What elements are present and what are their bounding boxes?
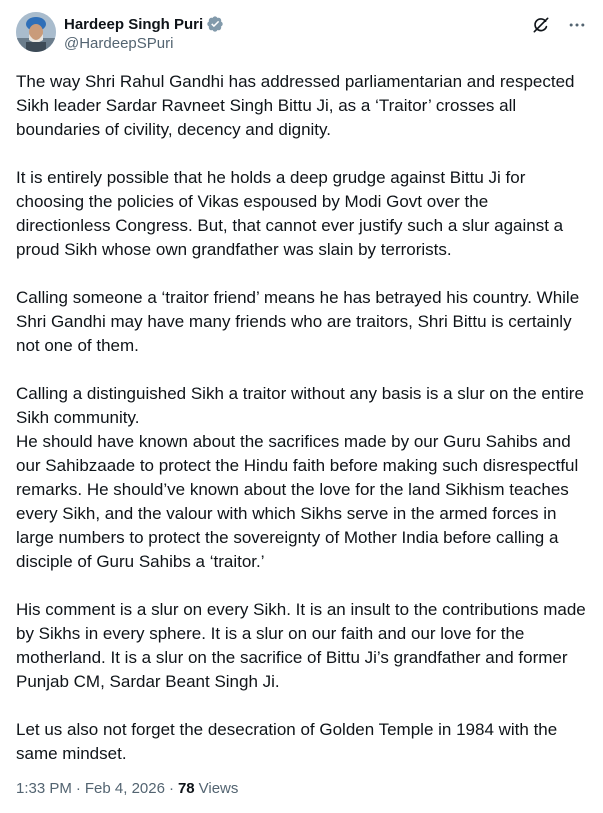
author-names [64,14,224,52]
meta-separator: · [168,780,174,797]
views-count[interactable]: 78 [177,780,195,797]
tweet-paragraph: Calling someone a ‘traitor friend’ means he has betrayed his country. While Shri Gandhi may have many friends who are traitors, Shri Bittu is certainly not one of them. [16,288,580,355]
avatar-image [16,12,56,52]
header-actions [531,12,587,38]
tweet-paragraph: He should have known about the sacrifices made by our Guru Sahibs and our Sahibzaade to protect the Hindu faith before making such disrespectful remarks. He should’ve known about the love for the land Sikhism teaches every Sikh, and the valour with which Sikhs serve in the armed forces in large numbers to protect the sovereignty of Mother India before calling a disciple of Guru Sahibs a ‘traitor.’ [16,432,579,571]
tweet-paragraph: Calling a distinguished Sikh a traitor without any basis is a slur on the entire Sikh community. [16,384,584,427]
avatar[interactable] [16,12,56,52]
grok-icon[interactable] [531,15,551,35]
tweet-paragraph: It is entirely possible that he holds a deep grudge against Bittu Ji for choosing the policies of Vikas espoused by Modi Govt over the directionless Congress. But, that cannot ever justify such a slur against a proud Sikh whose own grandfather was slain by terrorists. [16,168,564,259]
tweet-paragraph: The way Shri Rahul Gandhi has addressed parliamentarian and respected Sikh leader Sardar Ravneet Singh Bittu Ji, as a ‘Traitor’ crosses all boundaries of civility, decency and dignity. [16,72,575,139]
tweet-meta [16,780,238,797]
more-icon[interactable] [567,15,587,35]
tweet-header [16,12,587,56]
verified-badge-icon [206,15,224,33]
display-name-row [64,14,224,34]
tweet-date[interactable]: Feb 4, 2026 [84,780,165,797]
tweet-paragraph: His comment is a slur on every Sikh. It is an insult to the contributions made by Sikhs in every sphere. It is a slur on our faith and our love for the motherland. It is a slur on the sacrifice of Bittu Ji’s grandfather and former Punjab CM, Sardar Beant Singh Ji. [16,600,586,691]
display-name[interactable]: Hardeep Singh Puri [64,15,204,33]
tweet-time[interactable]: 1:33 PM [16,780,72,797]
tweet-paragraph: Let us also not forget the desecration of Golden Temple in 1984 with the same mindset. [16,720,558,763]
author-handle[interactable]: @HardeepSPuri [64,35,174,52]
tweet-text [16,70,586,766]
meta-separator: · [75,780,81,797]
views-label: Views [198,780,239,797]
